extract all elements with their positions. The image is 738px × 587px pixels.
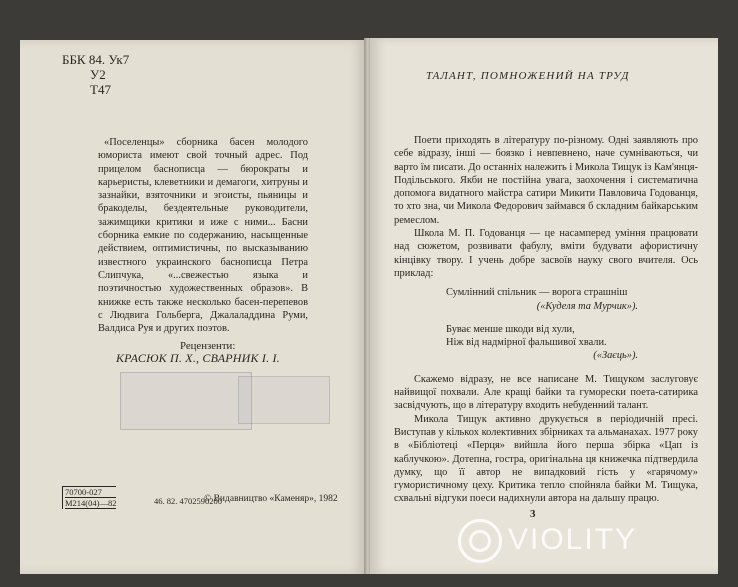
imprint-code-bottom: М214(04)—82: [65, 498, 117, 508]
watermark: [458, 519, 718, 565]
quote-line: Ніж від надмірної фальшивої хвали.: [446, 337, 607, 349]
imprint-number: 46. 82. 4702590200: [154, 496, 222, 506]
watermark-logo-icon: [458, 519, 502, 563]
bbk-line: Т47: [90, 82, 111, 97]
bbk-line: ББК 84. Ук7: [62, 52, 130, 67]
reviewers-names: КРАСЮК П. Х., СВАРНИК І. І.: [116, 351, 280, 365]
bbk-line: У2: [90, 67, 106, 82]
quote-source: («Куделя та Мурчик»).: [536, 300, 638, 312]
library-stamp: [120, 372, 252, 430]
body-text: [394, 134, 698, 506]
paragraph: Школа М. П. Годованця — це насамперед уміння працювати над сюжетом, розвивати фабулу, вміти будувати афористичну кінцівку твору. І учень добре засвоїв науку свого вчителя. Ось приклад:: [394, 228, 698, 279]
paragraph: Скажемо відразу, не все написане М. Тищуком заслуговує найвищої похвали. Але кращі байки та гуморески поета-сатирика засвідчують, що в літературу входить небуденний талант.: [394, 373, 698, 412]
book-annotation: «Поселенцы» сборника басен молодого юмориста имеют свой точный адрес. Под прицелом баснописца — бюрократы и карьеристы, клеветники и демагоги, хитруны и зазнайки, взяточники и эгоисты, пьяницы и бракоделы, бездеятельные руководители, зажимщики критики и иже с ними... Басни сборника емкие по содержанию, насыщенные действием, оптимистичны, по высказыванию известного украинского баснописца Петра Слипчука, «...свежестью языка и поэтичностью художественных образов». В книжке есть также несколько басен-перепевов с Людвига Гольберга, Джалаладдина Руми, Валдиса Руя и других поэтов.: [98, 137, 308, 335]
page-number: 3: [530, 508, 536, 520]
quote-block: [394, 286, 698, 362]
quote-source: («Заєць»).: [593, 350, 638, 362]
reviewers-heading: Рецензенти:: [180, 340, 236, 352]
paragraph: Поети приходять в літературу по-різному. Одні заявляють про себе відразу, інші — боязко і невпевнено, наче сумніваються, чи варто їм писати. До останніх належить і Микола Тищук із Кам'янця-Подільського. Якби не постійна увага, заохочення і систематична допомога видатного майстра сатири Микити Павловича Годованця, то хто зна, чи Микола Федорович займався б складним байкарським ремеслом.: [394, 135, 698, 226]
page-title: ТАЛАНТ, ПОМНОЖЕНИЙ НА ТРУД: [426, 70, 630, 82]
publisher-line: © Видавництво «Каменяр», 1982: [204, 494, 338, 504]
watermark-text: VIOLITY: [508, 522, 638, 556]
library-stamp: [238, 376, 330, 424]
bbk-classification: [62, 52, 129, 97]
imprint-code: [62, 486, 116, 509]
imprint-code-top: 70700-027: [65, 487, 116, 498]
quote-line: Буває менше шкоди від хули,: [446, 323, 575, 335]
paragraph: Микола Тищук активно друкується в періодичній пресі. Виступав у кількох колективних збірниках та альманахах. 1977 року в «Бібліотеці «Перця» вийшла його перша збірка «Цап із каблучкою». Дотепна, гостра, оригінальна ця книжечка підтвердила думку, що її автор не випадковий гість у «гарячому» гумористичному цеху. Критика тепло спойняла байки М. Тищука, схвальні відгуки поеси надихнули автора на дальшу працю.: [394, 413, 698, 505]
quote-line: Сумлінний спільник — ворога страшніш: [446, 287, 628, 299]
